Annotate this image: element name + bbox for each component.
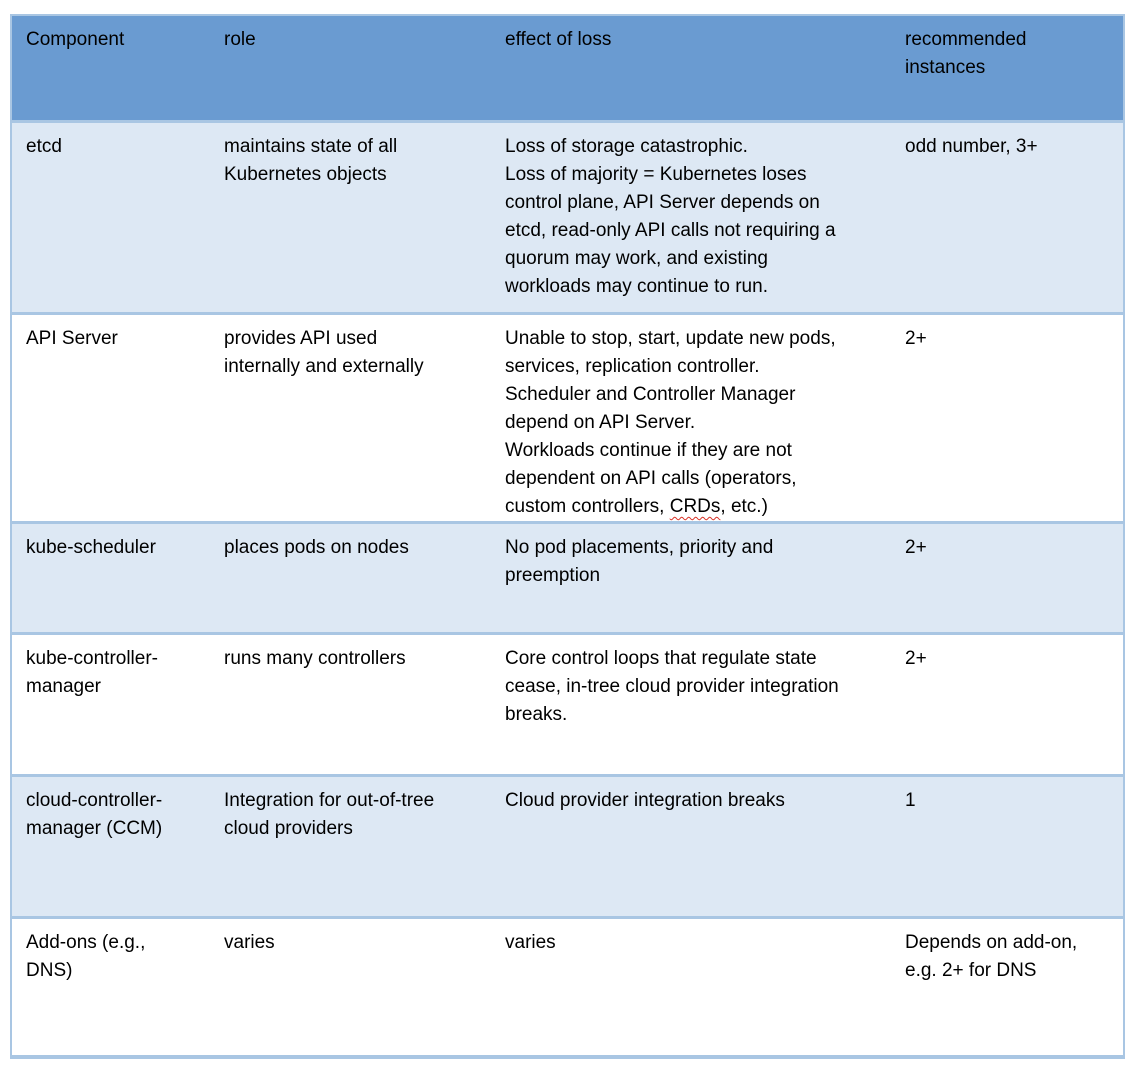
table-row-kube-scheduler — [12, 521, 1123, 632]
effect-text: Workloads continue if they are not dependent on API calls (operators, custom controllers, — [505, 440, 797, 517]
cell-role: runs many controllers — [224, 648, 406, 669]
cell-recommended-instances: 1 — [905, 790, 916, 811]
cell-effect-of-loss — [492, 635, 892, 774]
cell-component: Add-ons (e.g., DNS) — [26, 932, 146, 981]
effect-paragraph: Unable to stop, start, update new pods, services, replication controller. — [505, 328, 836, 377]
cell-component: kube-scheduler — [26, 537, 156, 558]
component-table — [10, 14, 1125, 1059]
effect-paragraph: Scheduler and Controller Manager depend on API Server. — [505, 384, 796, 433]
cell-recommended-instances: odd number, 3+ — [905, 136, 1038, 157]
cell-recommended-instances: Depends on add-on, e.g. 2+ for DNS — [905, 932, 1078, 981]
cell-effect-of-loss — [492, 524, 892, 632]
cell-role: places pods on nodes — [224, 537, 409, 558]
table-header-row — [12, 16, 1123, 120]
cell-effect-of-loss — [492, 123, 892, 312]
effect-paragraph: Core control loops that regulate state cease, in-tree cloud provider integration breaks. — [505, 648, 839, 725]
effect-paragraph: Loss of majority = Kubernetes loses control plane, API Server depends on etcd, read-only API calls not requiring a quorum may work, and existing workloads may continue to run. — [505, 164, 836, 297]
cell-role: varies — [224, 932, 275, 953]
header-cell-role: role — [224, 29, 256, 50]
table-row-etcd — [12, 120, 1123, 312]
effect-paragraph — [505, 437, 850, 521]
cell-recommended-instances: 2+ — [905, 537, 927, 558]
header-cell-component: Component — [26, 29, 125, 50]
cell-component: kube-controller-manager — [26, 648, 158, 697]
cell-role: provides API used internally and externally — [224, 328, 424, 377]
table-row-kube-controller-manager — [12, 632, 1123, 774]
spellcheck-underlined-word: CRDs — [669, 496, 721, 517]
header-cell-recommended-instances: recommended instances — [905, 29, 1027, 78]
cell-effect-of-loss — [492, 919, 892, 1055]
table-row-api-server — [12, 312, 1123, 521]
effect-paragraph: varies — [505, 932, 556, 953]
effect-paragraph: No pod placements, priority and preemption — [505, 537, 774, 586]
table-row-add-ons — [12, 916, 1123, 1055]
effect-paragraph: Cloud provider integration breaks — [505, 790, 785, 811]
cell-effect-of-loss — [492, 777, 892, 916]
cell-role: Integration for out-of-tree cloud providers — [224, 790, 435, 839]
cell-component: cloud-controller-manager (CCM) — [26, 790, 163, 839]
cell-recommended-instances: 2+ — [905, 648, 927, 669]
table-row-cloud-controller-manager — [12, 774, 1123, 916]
effect-paragraph: Loss of storage catastrophic. — [505, 136, 748, 157]
cell-component: etcd — [26, 136, 62, 157]
cell-role: maintains state of all Kubernetes objects — [224, 136, 398, 185]
effect-text: , etc.) — [720, 496, 768, 517]
cell-recommended-instances: 2+ — [905, 328, 927, 349]
header-cell-effect-of-loss: effect of loss — [505, 29, 612, 50]
cell-effect-of-loss — [492, 315, 892, 521]
cell-component: API Server — [26, 328, 118, 349]
